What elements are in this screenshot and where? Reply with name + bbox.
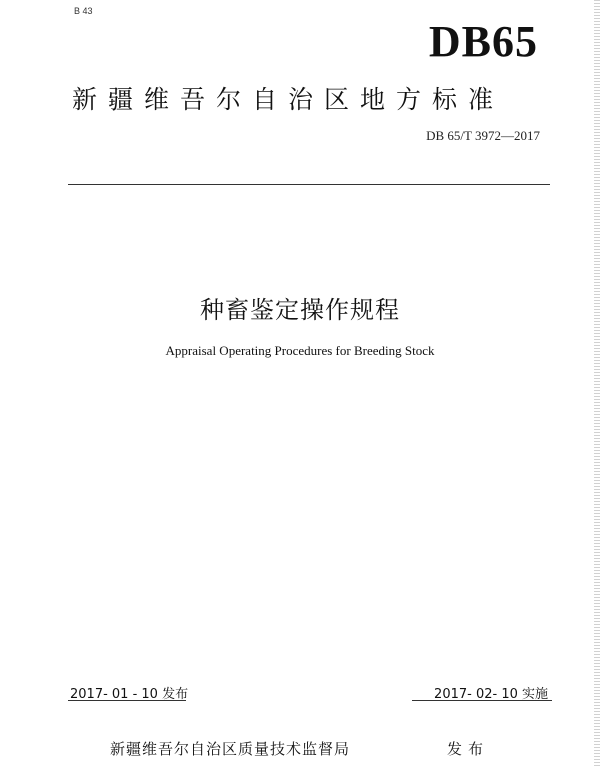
issue-date-underline <box>68 700 186 701</box>
document-title-chinese: 种畜鉴定操作规程 <box>200 296 400 324</box>
scan-edge-artifact <box>594 0 600 767</box>
standard-type-heading: 新疆维吾尔自治区地方标准 <box>72 85 505 114</box>
implementation-date-underline <box>412 700 552 701</box>
document-title-english: Appraisal Operating Procedures for Breeding Stock <box>165 343 435 358</box>
publish-label: 发布 <box>447 740 490 758</box>
publisher-name: 新疆维吾尔自治区质量技术监督局 <box>110 740 351 758</box>
header-divider <box>68 184 550 185</box>
standard-number: DB 65/T 3972—2017 <box>426 128 540 143</box>
classification-code: B 43 <box>74 6 93 16</box>
standard-mark: DB65 <box>428 17 538 66</box>
implementation-date: 2017- 02- 10 实施 <box>434 687 548 702</box>
issue-date: 2017- 01 - 10 发布 <box>70 687 189 702</box>
